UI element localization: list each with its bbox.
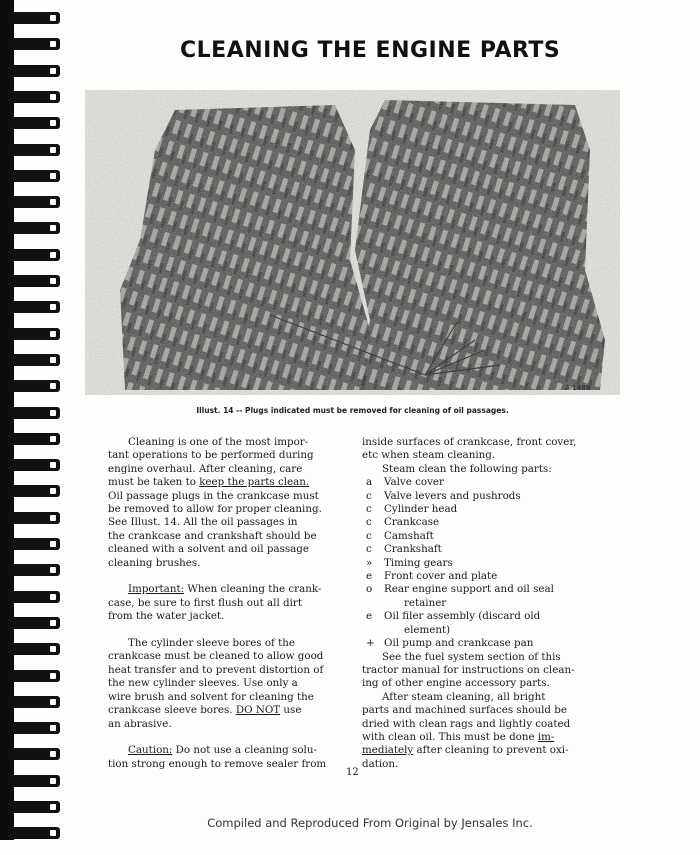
binding-ring [8,827,60,839]
list-item-text: Cylinder head [384,503,458,516]
text-line: tractor manual for instructions on clean- [362,663,575,676]
binding-ring [8,65,60,77]
text-line: parts and machined surfaces should be [362,704,567,717]
binding-ring [8,275,60,287]
caution-label: Caution: [128,744,173,757]
binding-ring [8,91,60,103]
list-item [362,476,617,489]
text-span: When cleaning the crank- [184,583,322,596]
text-line: be removed to allow for proper cleaning. [108,503,322,516]
text-span: crankcase sleeve bores. [108,704,236,717]
binding-ring [8,617,60,629]
binding-ring [8,117,60,129]
text-line: cleaned with a solvent and oil passage [108,543,309,556]
list-bullet: e [366,570,373,583]
list-bullet: c [366,543,372,556]
binding-ring [8,222,60,234]
text-line: See Illust. 14. All the oil passages in [108,516,298,529]
list-item [362,516,617,529]
list-item [362,637,617,650]
binding-ring [8,512,60,524]
underlined-phrase: im- [537,730,555,743]
text-line [108,476,340,489]
left-column [108,436,340,771]
binding-ring [8,354,60,366]
right-column [362,436,617,771]
list-bullet: c [366,529,372,542]
text-line [108,583,340,596]
list-bullet: + [366,637,375,650]
underlined-phrase: keep the parts clean. [199,476,310,489]
binding-ring [8,696,60,708]
text-line [362,744,617,757]
list-item [362,610,617,623]
binding-ring [8,459,60,471]
text-line: See the fuel system section of this [382,650,561,663]
engine-photo-graphic [85,90,620,395]
list-item-text: Front cover and plate [384,570,498,583]
text-line: etc when steam cleaning. [362,449,496,462]
binding-ring [8,538,60,550]
list-item-text: Crankshaft [384,543,442,556]
page-number: 12 [346,767,359,778]
list-bullet: c [366,503,372,516]
list-item [362,570,617,583]
text-line: cleaning brushes. [108,556,201,569]
list-item [362,503,617,516]
text-line: crankcase must be cleaned to allow good [108,650,324,663]
footer-credit: Compiled and Reproduced From Original by Jensales Inc. [207,816,533,830]
text-line: Steam clean the following parts: [382,462,552,475]
text-line: dried with clean rags and lightly coated [362,717,571,730]
text-line: the new cylinder sleeves. Use only a [108,677,298,690]
text-line: engine overhaul. After cleaning, care [108,462,303,475]
list-item-text: Valve levers and pushrods [384,489,521,502]
steam-clean-list [362,476,617,650]
list-item-text: Rear engine support and oil seal [384,583,554,596]
illustration-ref-code: A-1489 [565,384,590,392]
binding-ring [8,301,60,313]
list-item [362,583,617,596]
list-item-text: Camshaft [384,529,434,542]
binding-ring [8,748,60,760]
list-item [362,543,617,556]
text-line: an abrasive. [108,717,172,730]
list-item-text: Crankcase [384,516,440,529]
text-line: ing of other engine accessory parts. [362,677,550,690]
underlined-phrase: DO NOT [235,704,281,717]
list-bullet: c [366,489,372,502]
binding-ring [8,564,60,576]
text-span: Do not use a cleaning solu- [172,744,317,757]
list-item-text: Valve cover [384,476,444,489]
binding-ring [8,643,60,655]
page-title: CLEANING THE ENGINE PARTS [180,38,561,63]
list-bullet: » [366,556,373,569]
binding-ring [8,380,60,392]
text-span: use [280,704,302,717]
list-bullet: c [366,516,372,529]
text-line [362,731,617,744]
binding-ring [8,485,60,497]
binding-ring [8,249,60,261]
text-line: case, be sure to first flush out all dirt [108,596,302,609]
text-span: after cleaning to prevent oxi- [413,744,569,757]
binding-ring [8,38,60,50]
text-span: must be taken to [108,476,200,489]
binding-ring [8,670,60,682]
binding-ring [8,144,60,156]
text-line: Cleaning is one of the most impor- [128,436,309,448]
text-line: After steam cleaning, all bright [382,690,546,703]
text-line [108,744,340,757]
list-item-text: Oil filer assembly (discard old [384,610,541,623]
binding-ring [8,12,60,24]
text-line: wire brush and solvent for cleaning the [108,690,314,703]
binding-ring [8,775,60,787]
text-line: from the water jacket. [108,610,225,623]
list-item [362,530,617,543]
text-line: tant operations to be performed during [108,449,314,462]
binding-ring [8,170,60,182]
list-item [362,557,617,570]
figure-caption: Illust. 14 -- Plugs indicated must be removed for cleaning of oil passages. [196,406,509,415]
binding-ring [8,722,60,734]
text-line: dation. [362,757,399,770]
binding-ring [8,328,60,340]
binding-ring [8,591,60,603]
text-line: Oil passage plugs in the crankcase must [108,489,319,502]
binding-ring [8,407,60,419]
list-item-text: Timing gears [384,556,453,569]
text-span: with clean oil. This must be done [362,730,538,743]
list-item-continuation: element) [404,623,451,636]
list-bullet: o [366,583,373,596]
text-line: The cylinder sleeve bores of the [128,637,296,650]
binding-ring [8,801,60,813]
text-line [108,704,340,717]
underlined-phrase: mediately [362,744,414,757]
spiral-binding [0,0,70,840]
text-line: heat transfer and to prevent distortion of [108,663,324,676]
list-item-continuation: retainer [404,596,447,609]
list-bullet: e [366,610,373,623]
binding-ring [8,433,60,445]
list-item-text: Oil pump and crankcase pan [384,637,534,650]
binding-ring [8,196,60,208]
text-line: the crankcase and crankshaft should be [108,529,317,542]
list-bullet: a [366,476,373,489]
text-line: inside surfaces of crankcase, front cover, [362,436,577,448]
engine-illustration [85,90,620,395]
list-item [362,490,617,503]
important-label: Important: [128,583,185,596]
text-line: tion strong enough to remove sealer from [108,757,327,770]
